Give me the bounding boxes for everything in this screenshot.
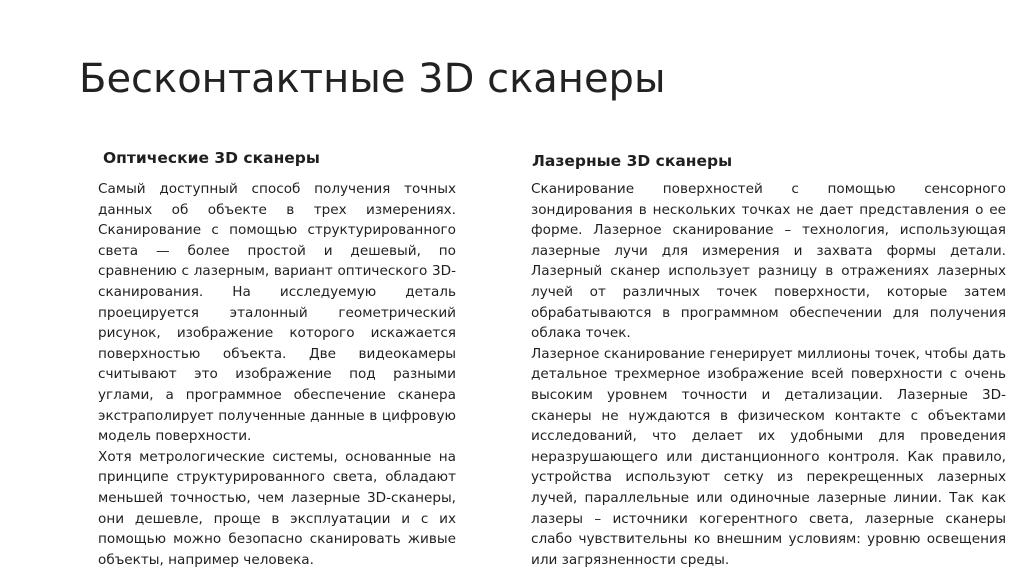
laser-paragraph-2: Лазерное сканирование генерирует миллионы точек, чтобы дать детальное трехмерное изображение всей поверхности с очень высоким уровнем точности и детализации. Лазерные 3D-сканеры не нуждаются в физическом контакте с объектами исследований, что делает их удобными для проведения неразрушающего или дистанционного контроля. Как правило, устройства используют сетку из перекрещенных лазерных лучей, параллельные или одиночные лазерные линии. Так как лазеры – источники когерентного света, лазерные сканеры слабо чувствительны ко внешним условиям: уровню освещения или загрязненности среды. (531, 345, 1006, 568)
optical-scanners-text (98, 179, 456, 570)
laser-scanners-heading: Лазерные 3D сканеры (532, 152, 733, 170)
laser-scanners-text (531, 179, 1006, 570)
optical-paragraph-1: Самый доступный способ получения точных данных об объекте в трех измерениях. Сканирование с помощью структурированного света — более простой и дешевый, по сравнению с лазерным, вариант оптического 3D-сканирования. На исследуемую деталь проецируется эталонный геометрический рисунок, изображение которого искажается поверхностью объекта. Две видеокамеры считывают это изображение под разными углами, а программное обеспечение сканера экстраполирует полученные данные в цифровую модель поверхности. (98, 181, 456, 445)
slide-title: Бесконтактные 3D сканеры (79, 56, 666, 102)
optical-paragraph-2: Хотя метрологические системы, основанные на принципе структурированного света, обладают меньшей точностью, чем лазерные 3D-сканеры, они дешевле, проще в эксплуатации и с их помощью можно безопасно сканировать живые объекты, например человека. (98, 448, 456, 568)
optical-scanners-heading: Оптические 3D сканеры (103, 149, 320, 167)
laser-paragraph-1: Сканирование поверхностей с помощью сенсорного зондирования в нескольких точках не дает представления о ее форме. Лазерное сканирование – технология, использующая лазерные лучи для измерения и захвата формы детали. Лазерный сканер использует разницу в отражениях лазерных лучей от различных точек поверхности, которые затем обрабатываются в программном обеспечении для получения облака точек. (531, 181, 1006, 342)
